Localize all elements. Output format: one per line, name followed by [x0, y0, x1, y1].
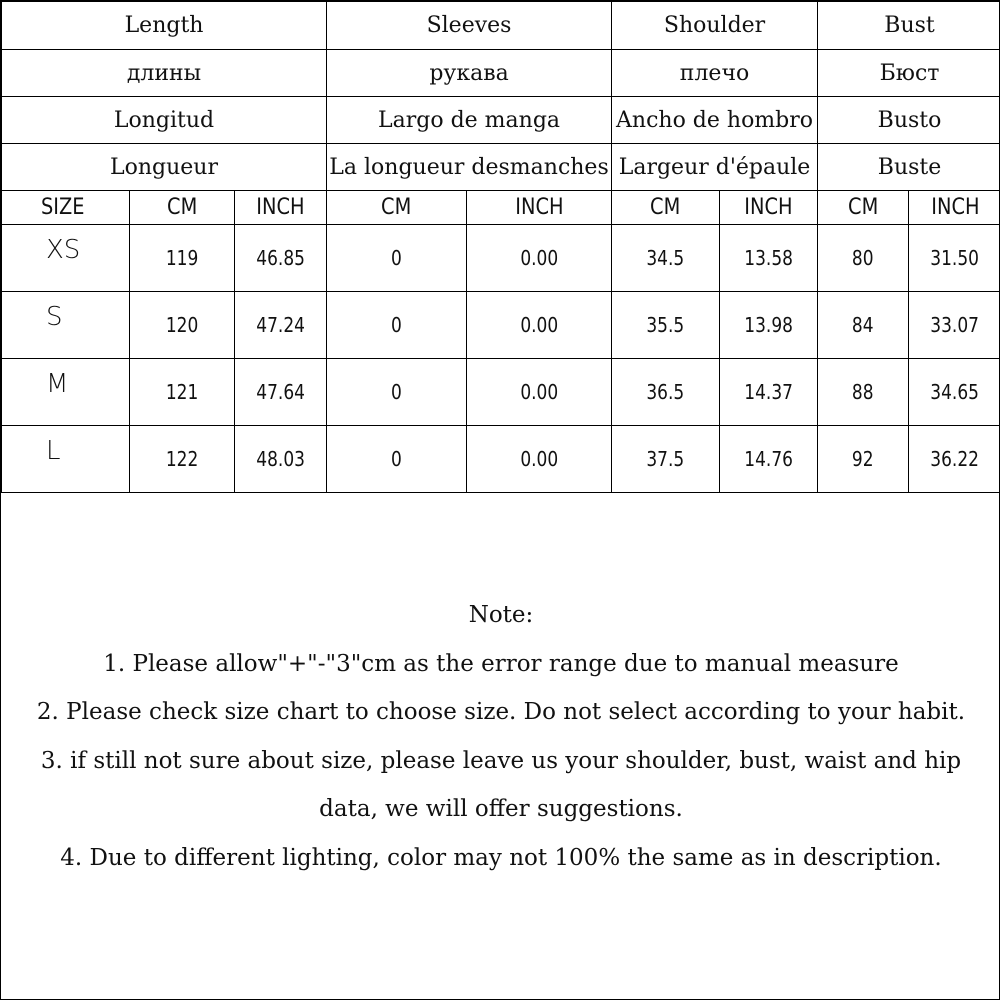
sleeves-cm-header: CM	[327, 191, 467, 225]
header-row-spanish	[2, 97, 1000, 144]
sleeves-inch-cell: 0.00	[467, 292, 612, 359]
table-row	[2, 292, 1000, 359]
header-length-fr: Longueur	[2, 144, 327, 191]
header-shoulder: Shoulder	[612, 2, 818, 50]
shoulder-cm-cell: 37.5	[612, 426, 720, 493]
sleeves-cm-cell: 0	[327, 359, 467, 426]
shoulder-inch-header: INCH	[720, 191, 818, 225]
header-length-es: Longitud	[2, 97, 327, 144]
bust-cm-cell: 84	[818, 292, 909, 359]
shoulder-inch-cell: 13.98	[720, 292, 818, 359]
length-cm-cell: 119	[130, 225, 235, 292]
header-shoulder-es: Ancho de hombro	[612, 97, 818, 144]
bust-inch-header: INCH	[909, 191, 1000, 225]
shoulder-inch-cell: 14.37	[720, 359, 818, 426]
table-row	[2, 426, 1000, 493]
header-bust-fr: Buste	[818, 144, 1000, 191]
shoulder-inch-cell: 14.76	[720, 426, 818, 493]
length-cm-header: CM	[130, 191, 235, 225]
shoulder-cm-cell: 35.5	[612, 292, 720, 359]
notes-title: Note:	[468, 602, 534, 628]
note-line-4: 4. Due to different lighting, color may not 100% the same as in description.	[60, 844, 942, 871]
header-bust: Bust	[818, 2, 1000, 50]
note-line-3-continued: data, we will offer suggestions.	[319, 796, 683, 822]
notes-section	[1, 591, 1000, 882]
header-row-english	[2, 2, 1000, 50]
size-chart-table	[1, 1, 1000, 493]
sleeves-cm-cell: 0	[327, 292, 467, 359]
sleeves-inch-cell: 0.00	[467, 426, 612, 493]
bust-inch-cell: 34.65	[909, 359, 1000, 426]
header-sleeves-es: Largo de manga	[327, 97, 612, 144]
length-inch-cell: 46.85	[235, 225, 327, 292]
shoulder-cm-cell: 34.5	[612, 225, 720, 292]
note-line-1: 1. Please allow"+"-"3"cm as the error range due to manual measure	[103, 650, 899, 677]
bust-inch-cell: 31.50	[909, 225, 1000, 292]
bust-inch-cell: 33.07	[909, 292, 1000, 359]
length-inch-cell: 47.24	[235, 292, 327, 359]
header-sleeves-ru: рукава	[327, 50, 612, 97]
header-bust-ru: Бюст	[818, 50, 1000, 97]
size-column-header: SIZE	[2, 191, 130, 225]
header-length-ru: длины	[2, 50, 327, 97]
sleeves-inch-cell: 0.00	[467, 359, 612, 426]
note-line-2: 2. Please check size chart to choose size. Do not select according to your habit.	[36, 699, 966, 725]
length-cm-cell: 120	[130, 292, 235, 359]
sleeves-inch-header: INCH	[467, 191, 612, 225]
bust-cm-cell: 92	[818, 426, 909, 493]
length-inch-cell: 47.64	[235, 359, 327, 426]
length-cm-cell: 121	[130, 359, 235, 426]
sleeves-inch-cell: 0.00	[467, 225, 612, 292]
table-row	[2, 359, 1000, 426]
bust-cm-cell: 88	[818, 359, 909, 426]
header-sleeves-fr: La longueur desmanches	[327, 144, 612, 191]
sleeves-cm-cell: 0	[327, 225, 467, 292]
length-cm-cell: 122	[130, 426, 235, 493]
header-shoulder-fr: Largeur d'épaule	[612, 144, 818, 191]
table-row	[2, 225, 1000, 292]
size-cell: XS	[2, 225, 130, 292]
bust-cm-header: CM	[818, 191, 909, 225]
shoulder-cm-header: CM	[612, 191, 720, 225]
header-row-russian	[2, 50, 1000, 97]
header-length: Length	[2, 2, 327, 50]
shoulder-cm-cell: 36.5	[612, 359, 720, 426]
note-line-3: 3. if still not sure about size, please leave us your shoulder, bust, waist and hip	[40, 747, 962, 774]
sleeves-cm-cell: 0	[327, 426, 467, 493]
size-cell: S	[2, 292, 130, 359]
bust-inch-cell: 36.22	[909, 426, 1000, 493]
length-inch-header: INCH	[235, 191, 327, 225]
header-bust-es: Busto	[818, 97, 1000, 144]
size-cell: M	[2, 359, 130, 426]
shoulder-inch-cell: 13.58	[720, 225, 818, 292]
bust-cm-cell: 80	[818, 225, 909, 292]
header-sleeves: Sleeves	[327, 2, 612, 50]
length-inch-cell: 48.03	[235, 426, 327, 493]
header-shoulder-ru: плечо	[612, 50, 818, 97]
header-row-french	[2, 144, 1000, 191]
units-row	[2, 191, 1000, 225]
size-cell: L	[2, 426, 130, 493]
